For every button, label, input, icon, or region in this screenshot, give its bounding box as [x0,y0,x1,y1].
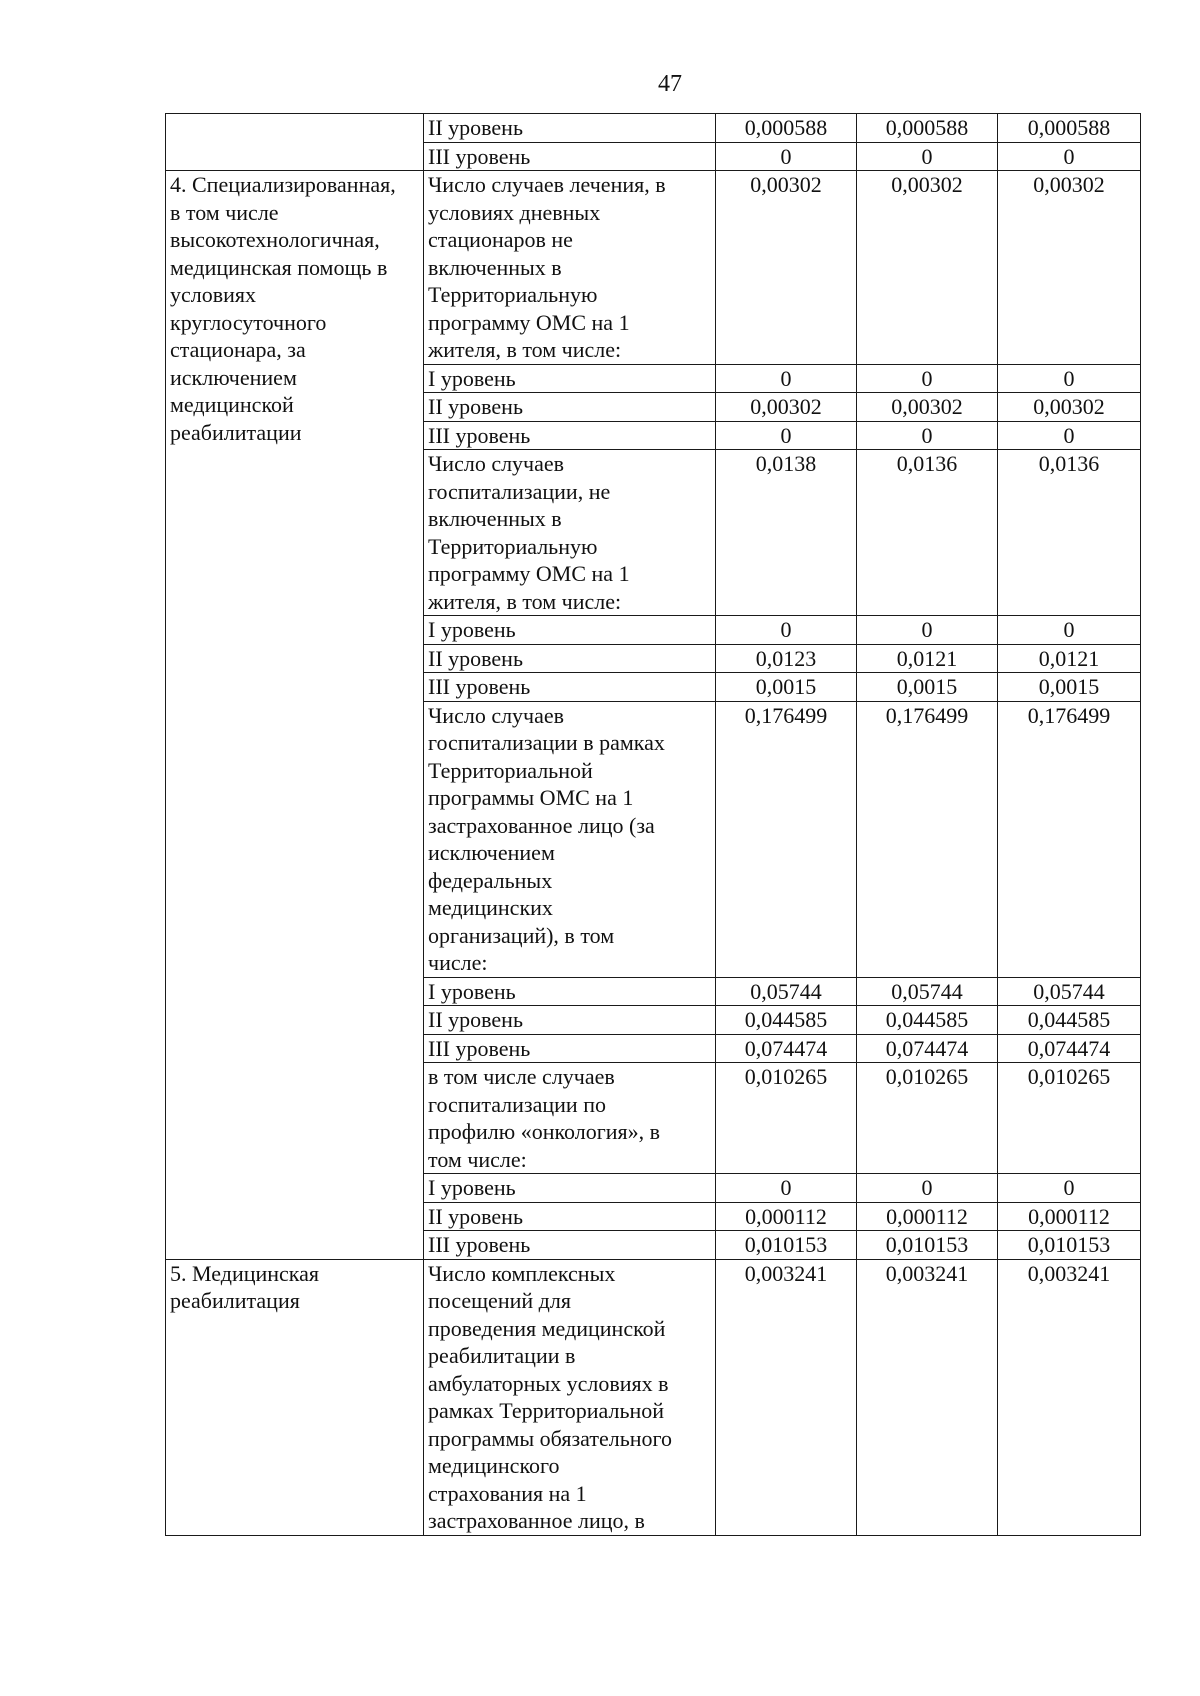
table-row [166,114,1141,143]
value-cell: 0 [716,364,857,393]
indicator-cell: I уровень [424,616,716,645]
value-cell: 0,0121 [857,644,998,673]
indicator-cell: I уровень [424,1174,716,1203]
value-cell: 0,05744 [716,977,857,1006]
indicator-cell: Число случаев лечения, в условиях дневных стационаров не включенных в Территориальную программу ОМС на 1 жителя, в том числе: [424,171,716,365]
value-cell: 0,00302 [857,393,998,422]
value-cell: 0 [857,142,998,171]
indicator-cell: Число случаев госпитализации в рамках Территориальной программы ОМС на 1 застрахованное лицо (за исключением федеральных медицинских организаций), в том числе: [424,701,716,977]
indicator-cell: III уровень [424,421,716,450]
value-cell: 0,044585 [998,1006,1141,1035]
value-cell: 0,044585 [857,1006,998,1035]
value-cell: 0,0138 [716,450,857,616]
value-cell: 0,074474 [716,1034,857,1063]
value-cell: 0 [716,421,857,450]
value-cell: 0,000588 [857,114,998,143]
value-cell: 0 [998,364,1141,393]
value-cell: 0 [857,421,998,450]
value-cell: 0,00302 [998,393,1141,422]
indicator-cell: II уровень [424,1202,716,1231]
value-cell: 0 [857,364,998,393]
value-cell: 0,00302 [716,393,857,422]
indicator-cell: III уровень [424,1231,716,1260]
indicator-cell: Число комплексных посещений для проведения медицинской реабилитации в амбулаторных условиях в рамках Территориальной программы обязательного медицинского страхования на 1 застрахованное лицо, в [424,1259,716,1535]
value-cell: 0,074474 [857,1034,998,1063]
indicator-cell: II уровень [424,393,716,422]
value-cell: 0,000112 [716,1202,857,1231]
indicators-table [165,113,1141,1536]
indicator-cell: II уровень [424,114,716,143]
value-cell: 0 [716,142,857,171]
indicator-cell: Число случаев госпитализации, не включенных в Территориальную программу ОМС на 1 жителя, в том числе: [424,450,716,616]
value-cell: 0,000588 [998,114,1141,143]
value-cell: 0,176499 [716,701,857,977]
value-cell: 0,000112 [857,1202,998,1231]
value-cell: 0,044585 [716,1006,857,1035]
value-cell: 0,0121 [998,644,1141,673]
section-cell-specialized-care: 4. Специализированная, в том числе высокотехнологичная, медицинская помощь в условиях круглосуточного стационара, за исключением медицинской реабилитации [166,171,424,1260]
value-cell: 0,010265 [857,1063,998,1174]
value-cell: 0,176499 [857,701,998,977]
indicator-cell: III уровень [424,142,716,171]
value-cell: 0,05744 [857,977,998,1006]
section-cell-medical-rehabilitation: 5. Медицинская реабилитация [166,1259,424,1535]
indicator-cell: I уровень [424,977,716,1006]
value-cell: 0,010265 [998,1063,1141,1174]
indicator-cell: в том числе случаев госпитализации по профилю «онкология», в том числе: [424,1063,716,1174]
value-cell: 0,00302 [857,171,998,365]
value-cell: 0 [716,1174,857,1203]
value-cell: 0 [998,142,1141,171]
value-cell: 0,010153 [998,1231,1141,1260]
table-row [166,1259,1141,1535]
value-cell: 0,176499 [998,701,1141,977]
value-cell: 0,0015 [857,673,998,702]
value-cell: 0 [998,616,1141,645]
value-cell: 0,05744 [998,977,1141,1006]
value-cell: 0,0136 [857,450,998,616]
value-cell: 0,003241 [716,1259,857,1535]
value-cell: 0,010153 [857,1231,998,1260]
indicator-cell: II уровень [424,644,716,673]
section-cell-continued [166,114,424,171]
indicator-cell: III уровень [424,673,716,702]
value-cell: 0,074474 [998,1034,1141,1063]
value-cell: 0,0015 [716,673,857,702]
indicator-cell: I уровень [424,364,716,393]
value-cell: 0,0123 [716,644,857,673]
indicator-cell: III уровень [424,1034,716,1063]
value-cell: 0,00302 [716,171,857,365]
value-cell: 0,010153 [716,1231,857,1260]
value-cell: 0,010265 [716,1063,857,1174]
indicator-cell: II уровень [424,1006,716,1035]
value-cell: 0 [716,616,857,645]
value-cell: 0 [998,421,1141,450]
value-cell: 0,000588 [716,114,857,143]
value-cell: 0,003241 [998,1259,1141,1535]
table-row [166,171,1141,365]
value-cell: 0,00302 [998,171,1141,365]
value-cell: 0 [857,1174,998,1203]
value-cell: 0,003241 [857,1259,998,1535]
page-number: 47 [658,71,682,97]
value-cell: 0 [857,616,998,645]
value-cell: 0,000112 [998,1202,1141,1231]
value-cell: 0,0136 [998,450,1141,616]
value-cell: 0,0015 [998,673,1141,702]
value-cell: 0 [998,1174,1141,1203]
